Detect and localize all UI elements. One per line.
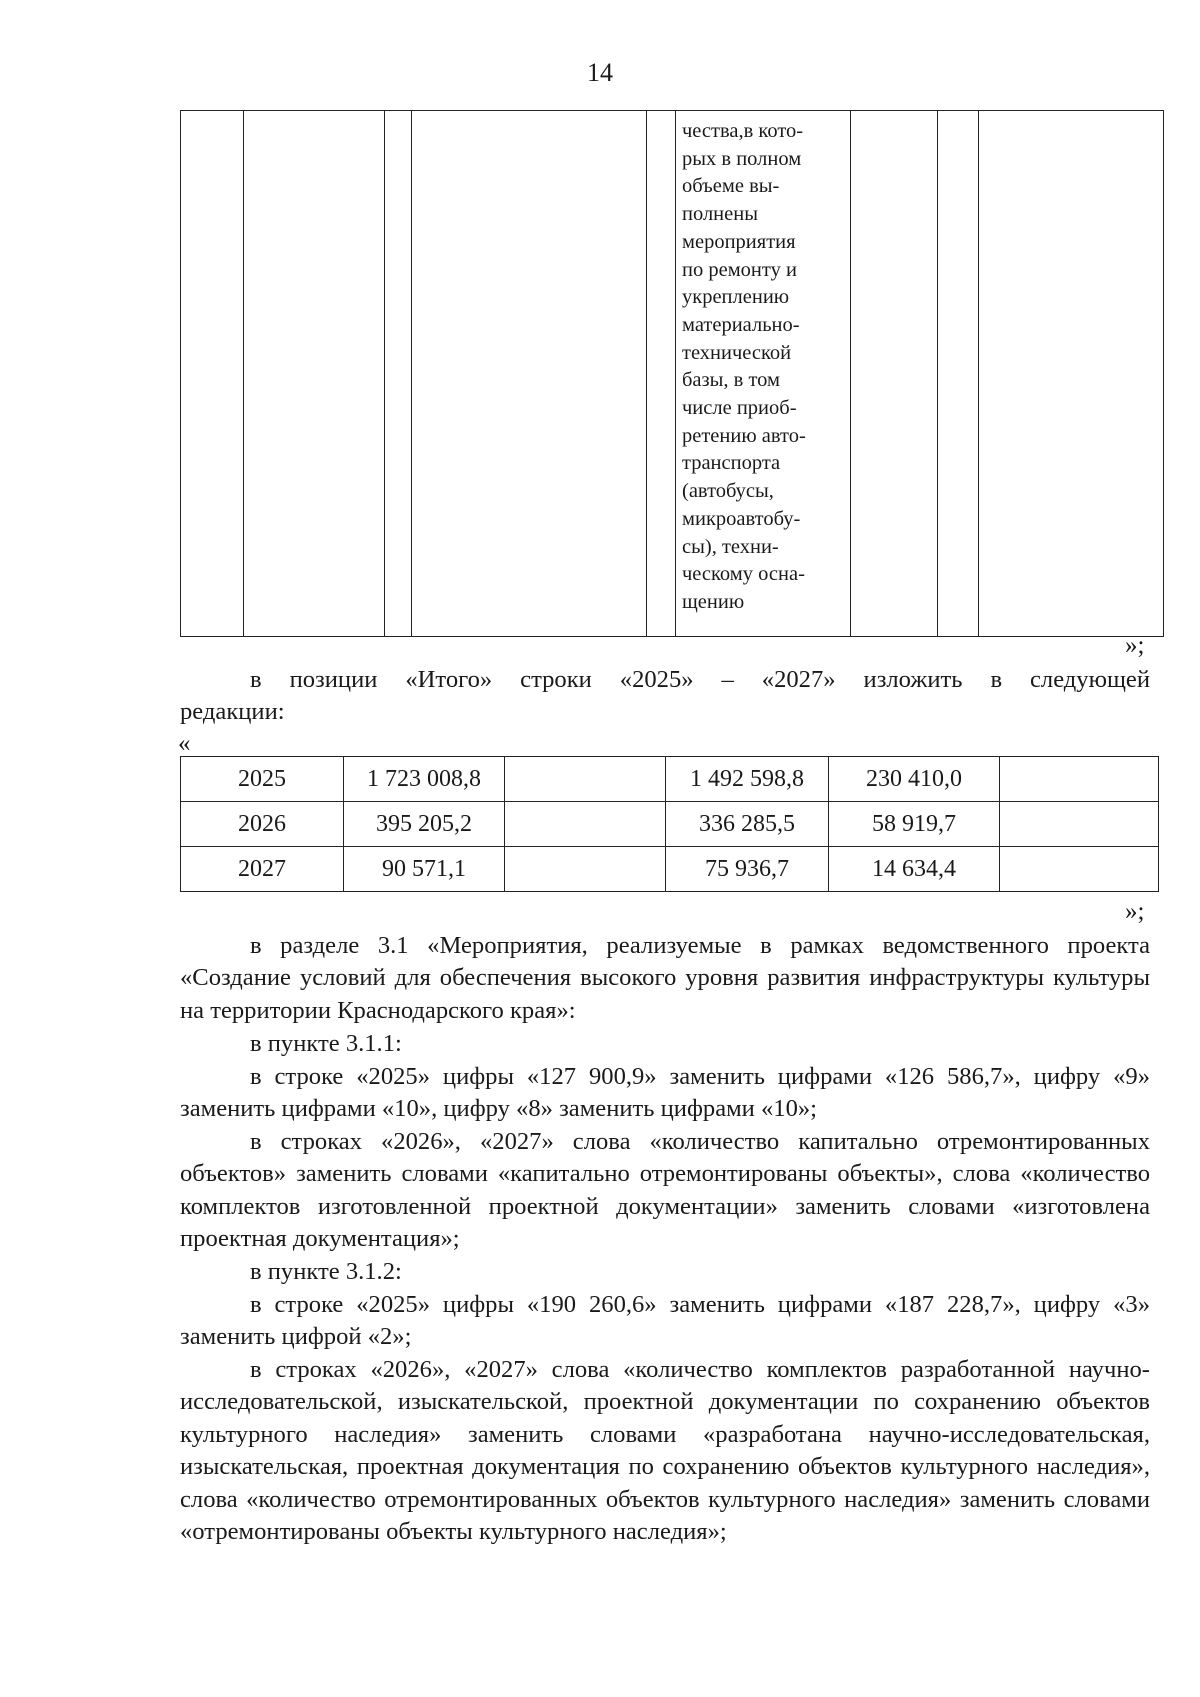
regional-cell: 336 285,5	[666, 802, 829, 847]
table-cell	[181, 111, 244, 637]
federal-cell	[505, 802, 666, 847]
point-3-1-1-heading: в пункте 3.1.1:	[250, 1030, 402, 1057]
point-3-1-2-rows-2026-2027: в строках «2026», «2027» слова «количество комплектов разработанной научно-исследовательской, изыскательской, проектной документации по сохранению объектов культурного наследия» заменить словами «разработана научно-исследовательская, изыскательская, проектная документация по сохранению объектов культурного наследия», слова «количество отремонтированных объектов культурного наследия» заменить словами «отремонтированы объекты культурного наследия»;	[180, 1356, 1150, 1546]
page-number: 14	[587, 58, 613, 87]
itogo-intro-line1: в позиции «Итого» строки «2025» – «2027» изложить в следующей	[250, 666, 1150, 693]
total-cell: 1 723 008,8	[344, 757, 505, 802]
extra-cell	[1000, 802, 1159, 847]
table-cell	[979, 111, 1164, 637]
point-3-1-2-heading: в пункте 3.1.2:	[250, 1258, 402, 1285]
continuation-table	[180, 110, 1164, 637]
year-cell: 2027	[181, 847, 344, 892]
table-cell	[938, 111, 979, 637]
total-cell: 395 205,2	[344, 802, 505, 847]
table-row	[181, 847, 1159, 892]
indicator-description-cell: чества,в кото- рых в полном объеме вы- полнены мероприятия по ремонту и укреплению материально- технической базы, в том числе приоб- ретению авто- транспорта (автобусы, микроавтобу- сы), техни- ческому осна- щению	[676, 111, 851, 637]
table-cell	[412, 111, 647, 637]
point-3-1-1-rows-2026-2027: в строках «2026», «2027» слова «количество капитально отремонтированных объектов» заменить словами «капитально отремонтированы объекты», слова «количество комплектов изготовленной проектной документации» заменить словами «изготовлена проектная документация»;	[180, 1128, 1150, 1253]
itogo-table	[180, 756, 1159, 892]
federal-cell	[505, 757, 666, 802]
section-3-1-intro: в разделе 3.1 «Мероприятия, реализуемые в рамках ведомственного проекта «Создание условий для обеспечения высокого уровня развития инфраструктуры культуры на территории Краснодарского края»:	[180, 932, 1150, 1024]
year-cell: 2025	[181, 757, 344, 802]
extra-cell	[1000, 847, 1159, 892]
year-cell: 2026	[181, 802, 344, 847]
table-row	[181, 757, 1159, 802]
federal-cell	[505, 847, 666, 892]
closing-quote: »;	[1125, 632, 1145, 659]
table-cell	[385, 111, 412, 637]
local-cell: 230 410,0	[829, 757, 1000, 802]
total-cell: 90 571,1	[344, 847, 505, 892]
regional-cell: 75 936,7	[666, 847, 829, 892]
table-cell	[851, 111, 938, 637]
point-3-1-1-row-2025: в строке «2025» цифры «127 900,9» заменить цифрами «126 586,7», цифру «9» заменить цифрами «10», цифру «8» заменить цифрами «10»;	[180, 1063, 1150, 1123]
itogo-intro-line2: редакции:	[180, 698, 285, 725]
extra-cell	[1000, 757, 1159, 802]
table-row	[181, 802, 1159, 847]
table-cell	[647, 111, 676, 637]
point-3-1-2-row-2025: в строке «2025» цифры «190 260,6» заменить цифрами «187 228,7», цифру «3» заменить цифрой «2»;	[180, 1291, 1150, 1351]
closing-quote: »;	[1125, 898, 1145, 925]
local-cell: 14 634,4	[829, 847, 1000, 892]
table-row	[181, 111, 1164, 637]
table-cell	[244, 111, 385, 637]
local-cell: 58 919,7	[829, 802, 1000, 847]
opening-quote: «	[178, 730, 191, 757]
regional-cell: 1 492 598,8	[666, 757, 829, 802]
